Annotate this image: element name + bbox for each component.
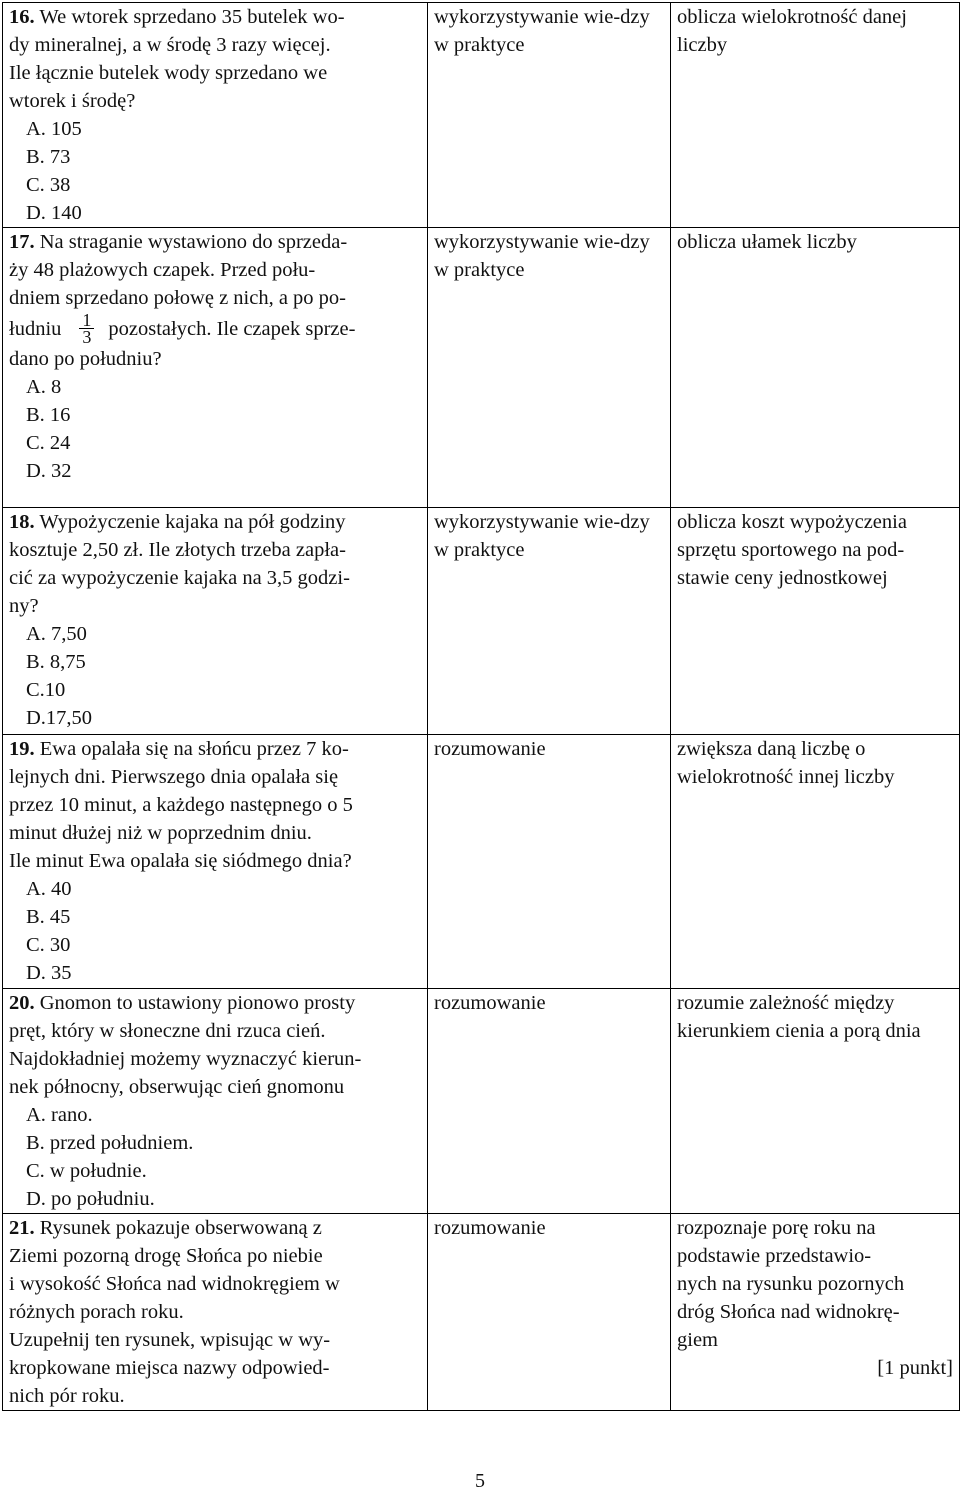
question-number: 19.: [9, 738, 35, 760]
question-text: 18. Wypożyczenie kajaka na pół godziny kosztuje 2,50 zł. Ile złotych trzeba zapła- cić za wypożyczenie kajaka na 3,5 godzi- ny?: [9, 511, 350, 617]
answer-option: B. przed południem.: [26, 1132, 194, 1154]
question-text: 19. Ewa opalała się na słońcu przez 7 ko- lejnych dni. Pierwszego dnia opalała się przez 10 minut, a każdego następnego o 5 minut dłużej niż w poprzednim dniu. Ile minut Ewa opalała się siódmego dnia?: [9, 738, 353, 872]
fraction-denominator: 3: [82, 327, 92, 347]
table-row: [3, 508, 960, 735]
skill-cell: [428, 989, 671, 1214]
answer-option: C. 24: [26, 432, 71, 454]
question-cell: [3, 735, 428, 989]
answer-option: B. 8,75: [26, 651, 86, 673]
requirement-cell: [671, 1214, 960, 1411]
fraction-numerator: 1: [79, 312, 94, 329]
skill-cell: [428, 3, 671, 228]
question-cell: [3, 228, 428, 508]
requirement-cell: [671, 228, 960, 508]
question-text: 16. We wtorek sprzedano 35 butelek wo- dy mineralnej, a w środę 3 razy więcej. Ile łącznie butelek wody sprzedano we wtorek i środę?: [9, 6, 345, 112]
question-number: 17.: [9, 231, 35, 253]
skill-text: wykorzystywanie wie-dzy w praktyce: [434, 231, 650, 281]
answer-option: B. 73: [26, 146, 71, 168]
question-number: 16.: [9, 6, 35, 28]
question-cell: [3, 1214, 428, 1411]
question-text: 20. Gnomon to ustawiony pionowo prosty pręt, który w słoneczne dni rzuca cień. Najdokładniej możemy wyznaczyć kierun- nek północny, obserwując cień gnomonu: [9, 992, 362, 1098]
table-row: [3, 989, 960, 1214]
table-row: [3, 1214, 960, 1411]
question-number: 20.: [9, 992, 35, 1014]
answer-option: D.17,50: [26, 707, 93, 729]
exam-table: [2, 2, 960, 1411]
page-number: 5: [475, 1470, 485, 1492]
answer-option: D. 35: [26, 962, 72, 984]
requirement-cell: [671, 989, 960, 1214]
question-cell: [3, 989, 428, 1214]
answer-option: C.10: [26, 679, 66, 701]
answer-option: B. 45: [26, 906, 71, 928]
table-row: [3, 228, 960, 508]
skill-text: wykorzystywanie wie-dzy w praktyce: [434, 511, 650, 561]
skill-text: rozumowanie: [434, 738, 546, 760]
answer-option: A. 40: [26, 878, 72, 900]
requirement-text: rozumie zależność między kierunkiem cienia a porą dnia: [677, 992, 921, 1042]
question-number: 18.: [9, 511, 35, 533]
requirement-cell: [671, 3, 960, 228]
answer-option: B. 16: [26, 404, 71, 426]
question-text-end: dano po południu?: [9, 348, 162, 370]
answer-option: C. w południe.: [26, 1160, 147, 1182]
answer-option: C. 38: [26, 174, 71, 196]
question-text: 17. Na straganie wystawiono do sprzeda- ży 48 plażowych czapek. Przed połu- dniem sprzedano połowę z nich, a po po-: [9, 231, 348, 309]
question-cell: [3, 3, 428, 228]
skill-cell: [428, 508, 671, 735]
skill-text: rozumowanie: [434, 992, 546, 1014]
answer-option: A. rano.: [26, 1104, 93, 1126]
answer-option: D. 140: [26, 202, 82, 224]
question-cell: [3, 508, 428, 735]
answer-option: A. 7,50: [26, 623, 87, 645]
fraction: [79, 312, 94, 345]
answer-option: A. 105: [26, 118, 82, 140]
requirement-text: rozpoznaje porę roku na podstawie przedstawio- nych na rysunku pozornych dróg Słońca nad widnokrę- giem: [677, 1217, 905, 1351]
skill-cell: [428, 1214, 671, 1411]
answer-option: D. po południu.: [26, 1188, 155, 1210]
points-label: [1 punkt]: [877, 1357, 953, 1379]
requirement-cell: [671, 508, 960, 735]
requirement-text: zwiększa daną liczbę o wielokrotność innej liczby: [677, 738, 895, 788]
answer-option: A. 8: [26, 376, 62, 398]
table-row: [3, 3, 960, 228]
requirement-text: oblicza koszt wypożyczenia sprzętu sportowego na pod-stawie ceny jednostkowej: [677, 511, 907, 589]
skill-text: wykorzystywanie wie-dzy w praktyce: [434, 6, 650, 56]
answer-option: C. 30: [26, 934, 71, 956]
question-number: 21.: [9, 1217, 35, 1239]
requirement-text: oblicza wielokrotność danej liczby: [677, 6, 907, 56]
table-row: [3, 735, 960, 989]
question-text: 21. Rysunek pokazuje obserwowaną z Ziemi pozorną drogę Słońca po niebie i wysokość Słońca nad widnokręgiem w różnych porach roku. Uzupełnij ten rysunek, wpisując w wy- kropkowane miejsca nazwy odpowied- nich pór roku.: [9, 1217, 340, 1407]
answer-option: D. 32: [26, 460, 72, 482]
requirement-cell: [671, 735, 960, 989]
skill-text: rozumowanie: [434, 1217, 546, 1239]
requirement-text: oblicza ułamek liczby: [677, 231, 857, 253]
skill-cell: [428, 735, 671, 989]
fraction-line: łudniu $\frac{1}{3}$ pozostałych. Ile czapek sprze-: [9, 310, 356, 347]
skill-cell: [428, 228, 671, 508]
